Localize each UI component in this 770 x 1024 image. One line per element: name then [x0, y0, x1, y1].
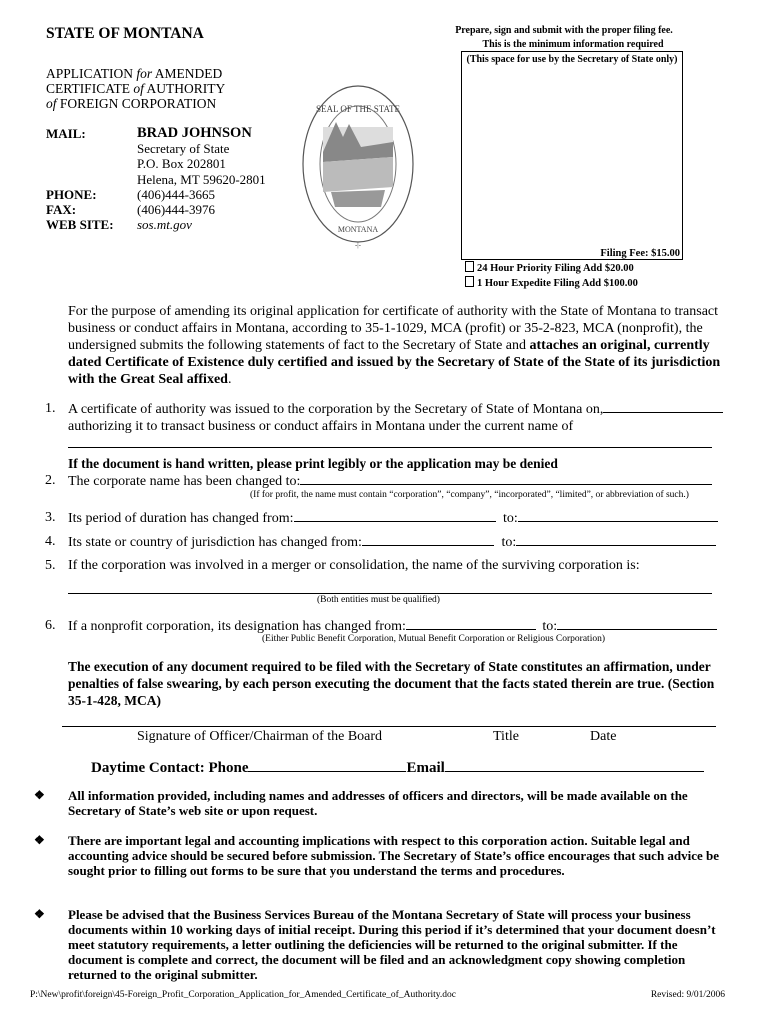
- email-field[interactable]: [445, 757, 704, 772]
- web-label: WEB SITE:: [46, 217, 114, 233]
- city: Helena, MT 59620-2801: [137, 171, 266, 187]
- box-label: (This space for use by the Secretary of State only): [466, 54, 678, 65]
- diamond-bullet-icon: ❖: [34, 788, 45, 802]
- intro-text: For the purpose of amending its original application for certificate of authority with the State of Montana to transact business or conduct affairs in Montana, according to 35-1-1029, MCA (profit) or 35-2-823, MCA (nonprofit), the undersigned submits the following statements of fact to the Secretary of State and: [68, 304, 719, 353]
- svg-text:MONTANA: MONTANA: [337, 225, 379, 234]
- fax: (406)444-3976: [137, 202, 215, 218]
- to-label: to:: [542, 619, 558, 634]
- date-label: Date: [590, 729, 617, 744]
- to-label: to:: [503, 511, 518, 526]
- issue-date-field[interactable]: [603, 400, 723, 413]
- item-1: [45, 400, 728, 435]
- option-label: 1 Hour Expedite Filing Add $100.00: [477, 278, 638, 289]
- current-name-field[interactable]: [68, 447, 712, 448]
- item-5: [45, 557, 640, 574]
- item-number: 3.: [45, 510, 56, 525]
- item-number: 6.: [45, 618, 56, 633]
- secretary-use-box: [461, 51, 683, 260]
- intro-text: .: [227, 372, 232, 387]
- handwritten-warning: If the document is hand written, please print legibly or the application may be denied: [68, 456, 558, 471]
- item-text: A certificate of authority was issued to the corporation by the Secretary of State of Montana on,: [68, 402, 604, 417]
- expedite-option[interactable]: [465, 276, 638, 291]
- item-text: authorizing it to transact business or conduct affairs in Montana under the current name of: [68, 419, 574, 434]
- signature-field[interactable]: [62, 726, 716, 727]
- priority-option[interactable]: [465, 261, 638, 276]
- bullet-text: Please be advised that the Business Services Bureau of the Montana Secretary of State will process your business documents within 10 working days of initial receipt. During this period if it’s determined that your document doesn’t meet statutory requirements, a letter outlining the deficiencies will be returned to the original submitter. If the document is complete and correct, the document will be filed and an acknowledgment copy showing completion returned to the original submitter.: [68, 907, 716, 982]
- state-title: STATE OF MONTANA: [46, 25, 204, 42]
- signature-label: Signature of Officer/Chairman of the Board: [137, 729, 383, 744]
- title-text: for: [136, 66, 153, 81]
- po-box: P.O. Box 202801: [137, 156, 226, 172]
- title-text: AMENDED: [152, 66, 223, 81]
- form-title: [46, 66, 225, 111]
- intro-bold-text: attaches an original, currently dated Certificate of Existence duly certified and issued by the Secretary of State of the State of its jurisdiction with the Great Seal affixed: [68, 338, 721, 387]
- title-text: CERTIFICATE: [46, 81, 134, 96]
- designation-to-field[interactable]: [557, 617, 717, 630]
- diamond-bullet-icon: ❖: [34, 907, 45, 921]
- jurisdiction-from-field[interactable]: [362, 533, 494, 546]
- item-number: 4.: [45, 534, 56, 549]
- bullet-text: There are important legal and accounting implications with respect to this corporation action. Suitable legal and accounting advice should be secured before submission. The Secretary of State’s office encourages that such advice be sought prior to filling out forms to be sure that you understand the terms and procedures.: [68, 833, 720, 878]
- title-text: of: [46, 96, 57, 111]
- filing-options: [465, 261, 638, 291]
- item-number: 1.: [45, 401, 56, 416]
- state-seal-icon: [301, 82, 415, 250]
- item-2: [45, 472, 712, 490]
- jurisdiction-to-field[interactable]: [516, 533, 716, 546]
- item-6: [45, 617, 717, 635]
- intro-paragraph: [68, 303, 728, 388]
- title-text: AUTHORITY: [143, 81, 226, 96]
- contact-block: [46, 126, 266, 232]
- phone-label: PHONE:: [46, 186, 97, 202]
- title-text: FOREIGN CORPORATION: [56, 96, 217, 111]
- instruction-text: This is the minimum information required: [482, 39, 664, 50]
- phone-field[interactable]: [248, 757, 406, 772]
- secretary-name: BRAD JOHNSON: [137, 125, 252, 141]
- revised-date: Revised: 9/01/2006: [650, 990, 725, 1000]
- item-text: Its state or country of jurisdiction has changed from:: [68, 535, 362, 550]
- svg-text:SEAL OF THE STATE: SEAL OF THE STATE: [315, 104, 401, 114]
- file-path: P:\New\profit\foreign\45-Foreign_Profit_Corporation_Application_for_Amended_Certificate_of_Authority.doc: [30, 990, 457, 1000]
- item-number: 5.: [45, 558, 56, 573]
- website-link[interactable]: sos.mt.gov: [137, 217, 192, 233]
- designation-from-field[interactable]: [406, 617, 536, 630]
- item-3: [45, 509, 718, 527]
- daytime-contact: [91, 757, 704, 777]
- item-text: If a nonprofit corporation, its designation has changed from:: [68, 619, 406, 634]
- checkbox[interactable]: [465, 276, 474, 287]
- new-name-field[interactable]: [300, 472, 712, 485]
- title-label: Title: [493, 729, 519, 744]
- item-number: 2.: [45, 473, 56, 488]
- svg-text:-|-: -|-: [354, 241, 362, 249]
- affirmation-text: The execution of any document required to be filed with the Secretary of State constitutes an affirmation, under penalties of false swearing, by each person executing the document that the facts stated therein are true. (Section 35-1-428, MCA): [68, 659, 715, 708]
- phone-label: Daytime Contact: Phone: [91, 760, 249, 776]
- item-4: [45, 533, 716, 551]
- fax-label: FAX:: [46, 202, 77, 218]
- duration-from-field[interactable]: [294, 509, 496, 522]
- email-label: Email: [406, 760, 445, 776]
- filing-instructions: [448, 24, 680, 52]
- merger-note: (Both entities must be qualified): [317, 595, 440, 605]
- mail-label: MAIL:: [46, 126, 86, 141]
- diamond-bullet-icon: ❖: [34, 833, 45, 847]
- item-text: Its period of duration has changed from:: [68, 511, 294, 526]
- surviving-corporation-field[interactable]: [68, 593, 712, 594]
- item-text: If the corporation was involved in a merger or consolidation, the name of the surviving corporation is:: [68, 558, 640, 573]
- bullet-text: All information provided, including names and addresses of officers and directors, will be made available on the Secretary of State’s web site or upon request.: [68, 788, 688, 818]
- secretary-title: Secretary of State: [137, 141, 230, 157]
- instruction-text: Prepare, sign and submit with the proper filing fee.: [455, 25, 673, 36]
- name-note: (If for profit, the name must contain “corporation”, “company”, “incorporated”, “limited”, or abbreviation of such.): [250, 490, 689, 500]
- title-text: of: [133, 81, 144, 96]
- title-text: APPLICATION: [46, 66, 137, 81]
- phone: (406)444-3665: [137, 186, 215, 202]
- designation-note: (Either Public Benefit Corporation, Mutual Benefit Corporation or Religious Corporation): [262, 634, 605, 644]
- checkbox[interactable]: [465, 261, 474, 272]
- item-text: The corporate name has been changed to:: [68, 474, 301, 489]
- filing-fee: Filing Fee: $15.00: [600, 248, 680, 259]
- duration-to-field[interactable]: [518, 509, 718, 522]
- option-label: 24 Hour Priority Filing Add $20.00: [477, 263, 634, 274]
- to-label: to:: [501, 535, 517, 550]
